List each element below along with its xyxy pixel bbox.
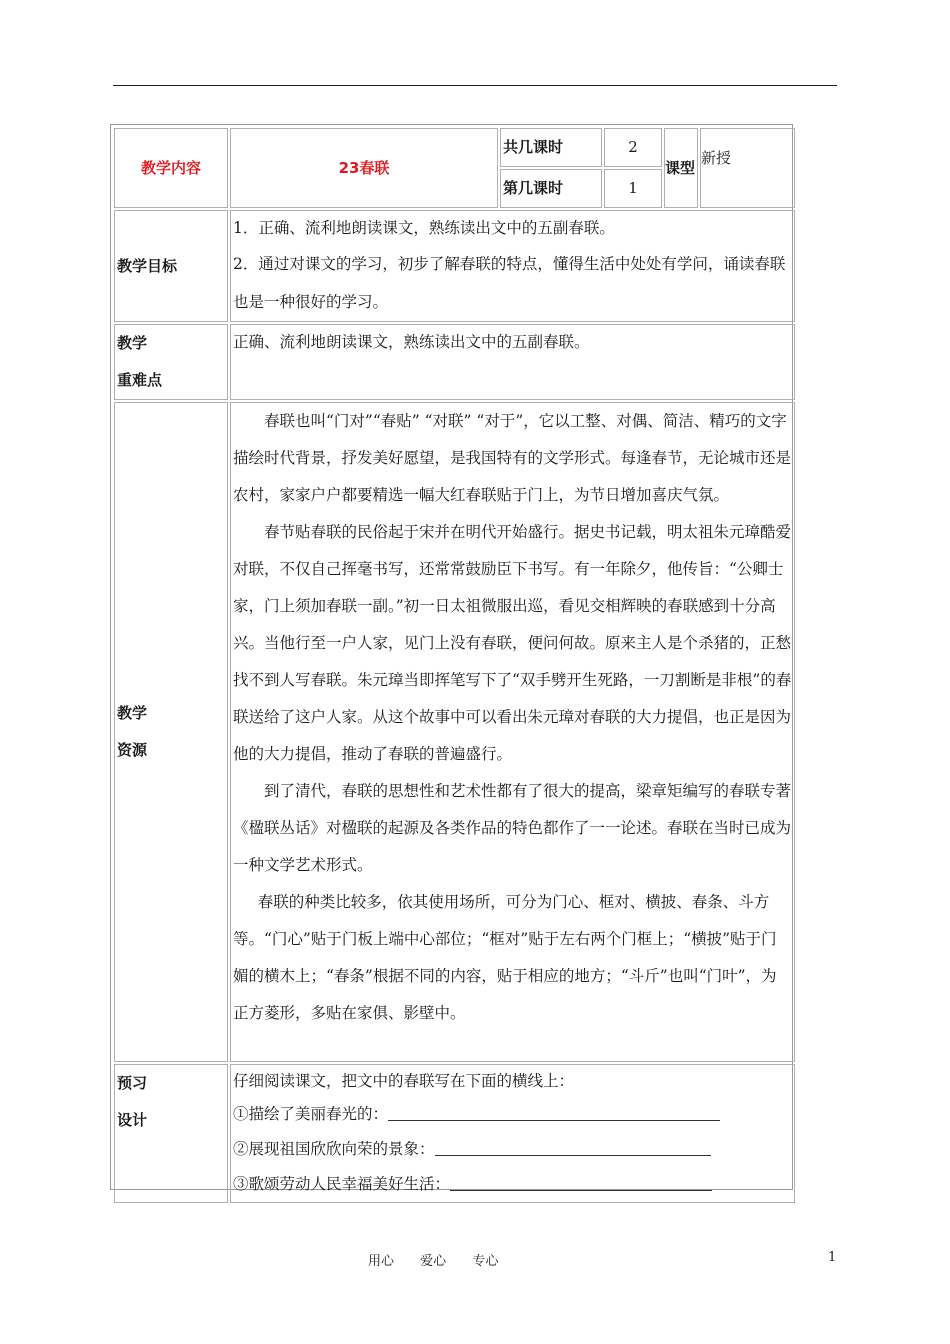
key-points-label <box>114 324 228 400</box>
resources-label <box>114 402 228 1062</box>
key-points-row <box>114 324 795 400</box>
objectives-label: 教学目标 <box>114 210 228 322</box>
objective-item-2: 2．通过对课文的学习，初步了解春联的特点，懂得生活中处处有学问，诵读春联也是一种很好的学习。 <box>233 255 786 311</box>
lesson-title: 23春联 <box>230 128 498 208</box>
objective-item-1: 1．正确、流利地朗读课文，熟练读出文中的五副春联。 <box>233 219 615 237</box>
content-label: 教学内容 <box>114 128 228 208</box>
preview-label-line1: 预习 <box>117 1074 148 1092</box>
key-points-label-line2: 重难点 <box>117 371 163 389</box>
answer-line-2[interactable] <box>435 1137 711 1156</box>
preview-label <box>114 1064 228 1203</box>
resource-paragraph-1: 春联也叫“门对”“春贴” “对联” “对于”，它以工整、对偶、简洁、精巧的文字描绘时代背景，抒发美好愿望，是我国特有的文学形式。每逢春节，无论城市还是农村，家家户户都要精选一幅大红春联贴于门上，为节日增加喜庆气氛。 <box>233 412 792 504</box>
preview-item-2-text: ②展现祖国欣欣向荣的景象： <box>233 1140 435 1158</box>
key-points-text: 正确、流利地朗读课文，熟练读出文中的五副春联。 <box>233 333 590 351</box>
preview-label-line2: 设计 <box>117 1111 148 1129</box>
key-points-label-line1: 教学 <box>117 334 148 352</box>
total-periods-label: 共几课时 <box>500 128 602 167</box>
total-periods-value: 2 <box>604 128 662 167</box>
preview-item-1 <box>233 1097 792 1132</box>
answer-line-1[interactable] <box>388 1102 720 1121</box>
resources-label-line1: 教学 <box>117 704 148 722</box>
lesson-type-label: 课型 <box>664 128 698 208</box>
preview-item-1-text: ①描绘了美丽春光的： <box>233 1105 389 1123</box>
resources-content <box>230 402 795 1062</box>
objectives-row <box>114 210 795 322</box>
resource-paragraph-3: 到了清代，春联的思想性和艺术性都有了很大的提高，梁章矩编写的春联专著《楹联丛话》对楹联的起源及各类作品的特色都作了一一论述。春联在当时已成为一种文学艺术形式。 <box>233 782 792 874</box>
footer-motto-2: 爱心 <box>420 1254 447 1269</box>
resource-paragraph-4: 春联的种类比较多，依其使用场所，可分为门心、框对、横披、春条、斗方等。“门心”贴于门板上端中心部位；“框对”贴于左右两个门框上；“横披”贴于门媚的横木上；“春条”根据不同的内容，贴于相应的地方；“斗斤”也叫“门叶”，为正方菱形，多贴在家俱、影壁中。 <box>233 893 777 1022</box>
lesson-type-value: 新授 <box>700 128 795 208</box>
preview-content <box>230 1064 795 1203</box>
header-rule <box>113 85 837 86</box>
nth-period-label: 第几课时 <box>500 169 602 208</box>
footer-motto-3: 专心 <box>472 1254 499 1269</box>
preview-item-3 <box>233 1167 792 1202</box>
nth-period-value: 1 <box>604 169 662 208</box>
footer-motto-1: 用心 <box>368 1254 395 1269</box>
resources-label-line2: 资源 <box>117 741 148 759</box>
resources-row <box>114 402 795 1062</box>
page-number: 1 <box>828 1250 837 1265</box>
lesson-plan-table <box>112 126 797 1205</box>
preview-instruction: 仔细阅读课文，把文中的春联写在下面的横线上： <box>233 1072 575 1090</box>
preview-row <box>114 1064 795 1203</box>
resource-paragraph-2: 春节贴春联的民俗起于宋并在明代开始盛行。据史书记载，明太祖朱元璋酷爱对联，不仅自己挥毫书写，还常常鼓励臣下书写。有一年除夕，他传旨：“公卿士家，门上须加春联一副。”初一日太祖微服出巡，看见交相辉映的春联感到十分高兴。当他行至一户人家，见门上没有春联，便问何故。原来主人是个杀猪的，正愁找不到人写春联。朱元璋当即挥笔写下了“双手劈开生死路，一刀割断是非根”的春联送给了这户人家。从这个故事中可以看出朱元璋对春联的大力提倡，也正是因为他的大力提倡，推动了春联的普遍盛行。 <box>233 523 792 763</box>
objectives-content <box>230 210 795 322</box>
header-row <box>114 128 795 167</box>
answer-line-3[interactable] <box>450 1172 712 1191</box>
preview-item-2 <box>233 1132 792 1167</box>
footer-motto <box>368 1250 520 1269</box>
preview-item-3-text: ③歌颂劳动人民幸福美好生活： <box>233 1175 451 1193</box>
key-points-content <box>230 324 795 400</box>
